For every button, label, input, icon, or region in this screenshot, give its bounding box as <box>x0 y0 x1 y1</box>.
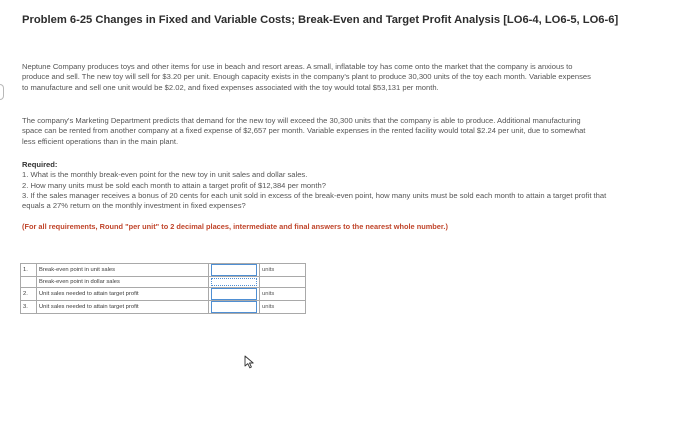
left-panel-edge <box>0 84 4 100</box>
answer-cell <box>209 264 260 277</box>
answer-cell <box>209 277 260 288</box>
target-profit-units-input[interactable] <box>211 288 257 300</box>
problem-paragraph-2: The company's Marketing Department predicts that demand for the new toy will exceed the 30,300 units that the company is able to produce. Additional manufacturing space can be rented from another company at a fixed expense of $2,657 per month. Variable expenses in the rented facility would total $2.24 per unit, due to somewhat less efficient operations than in the main plant. <box>22 116 586 146</box>
required-section <box>22 160 622 211</box>
table-row <box>21 264 306 277</box>
row-label: Unit sales needed to attain target profit <box>37 288 209 301</box>
row-number <box>21 277 37 288</box>
problem-paragraph-1: Neptune Company produces toys and other items for use in beach and resort areas. A small, inflatable toy has come onto the market that the company is anxious to produce and sell. The new toy will sell for $3.20 per unit. Enough capacity exists in the company's plant to produce 30,300 units of the toy each month. Variable expenses to manufacture and sell one unit would be $2.02, and fixed expenses associated with the toy would total $53,131 per month. <box>22 62 591 92</box>
rounding-instructions: (For all requirements, Round "per unit" to 2 decimal places, intermediate and final answers to the nearest whole number.) <box>22 222 448 231</box>
row-number: 2. <box>21 288 37 301</box>
row-label: Unit sales needed to attain target profit <box>37 301 209 314</box>
row-number: 1. <box>21 264 37 277</box>
row-label: Break-even point in dollar sales <box>37 277 209 288</box>
table-row <box>21 301 306 314</box>
required-heading: Required: <box>22 160 58 169</box>
required-item-1: 1. What is the monthly break-even point for the new toy in unit sales and dollar sales. <box>22 170 308 180</box>
break-even-units-input[interactable] <box>211 264 257 276</box>
row-label: Break-even point in unit sales <box>37 264 209 277</box>
table-row <box>21 277 306 288</box>
unit-cell <box>260 288 306 301</box>
unit-cell <box>260 264 306 277</box>
unit-cell <box>260 301 306 314</box>
required-item-3: 3. If the sales manager receives a bonus of 20 cents for each unit sold in excess of the break-even point, how many units must be sold each month to attain a target profit that equals a 27% return on the monthly investment in fixed expenses? <box>22 190 607 211</box>
unit-label: units <box>262 267 275 273</box>
problem-title: Problem 6-25 Changes in Fixed and Variable Costs; Break-Even and Target Profit Analysis [LO6-4, LO6-5, LO6-6] <box>22 14 619 26</box>
required-item-2: 2. How many units must be sold each month to attain a target profit of $12,384 per month? <box>22 180 326 190</box>
bonus-target-units-input[interactable] <box>211 301 257 313</box>
answer-cell <box>209 288 260 301</box>
answer-table <box>20 263 306 314</box>
unit-cell <box>260 277 306 288</box>
answer-cell <box>209 301 260 314</box>
table-row <box>21 288 306 301</box>
row-number: 3. <box>21 301 37 314</box>
break-even-dollars-input[interactable] <box>211 278 257 286</box>
unit-label: units <box>262 304 275 310</box>
mouse-pointer-icon <box>244 355 256 369</box>
unit-label: units <box>262 291 275 297</box>
